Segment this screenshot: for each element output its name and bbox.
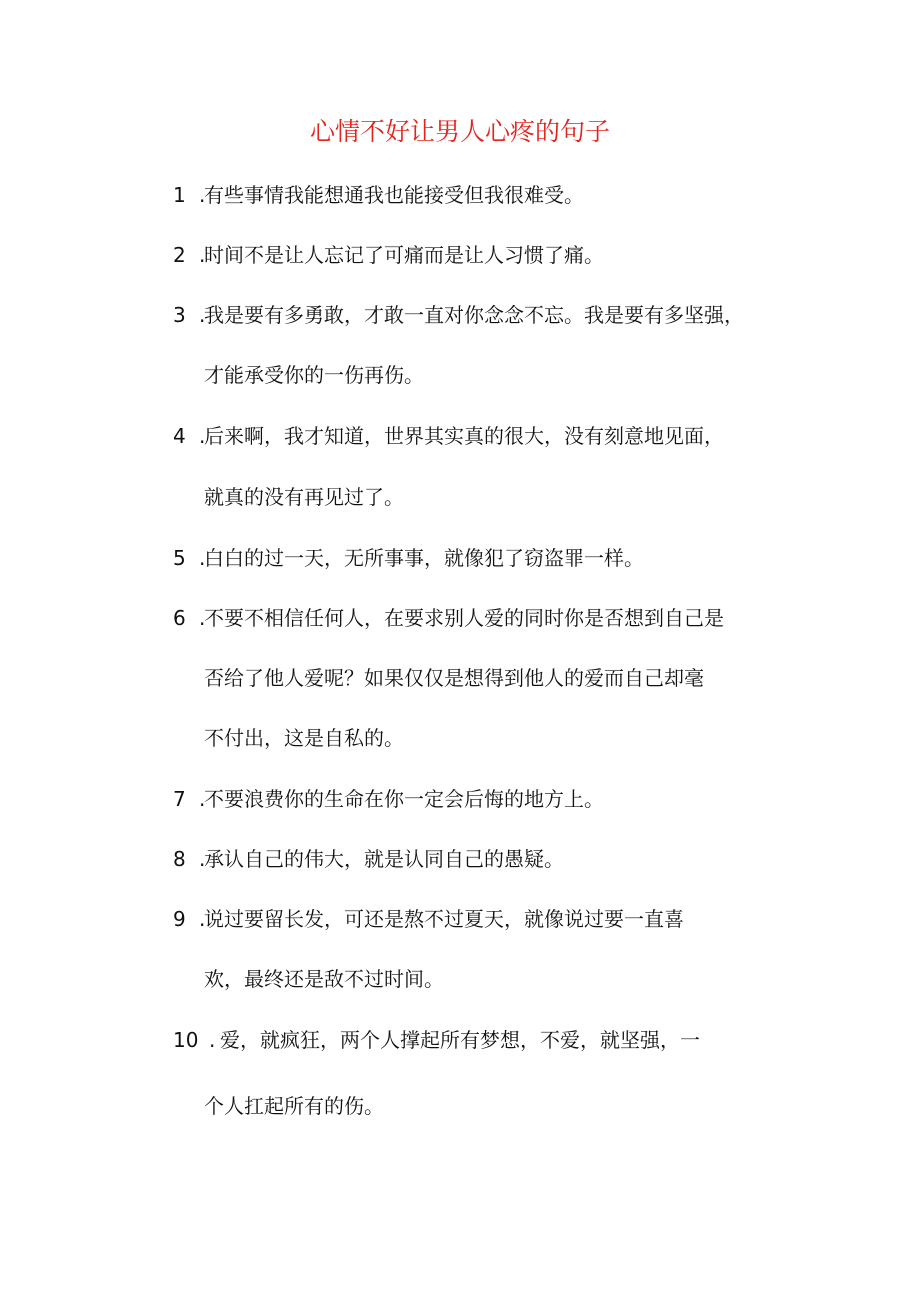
item-dot: .: [199, 183, 206, 207]
item-number: 3: [173, 303, 186, 327]
item-text: 不要不相信任何人，在要求别人爱的同时你是否想到自己是: [204, 606, 724, 630]
list-item-1: [0, 175, 920, 215]
item-number: 4: [173, 424, 186, 448]
item-dot: .: [209, 1028, 216, 1052]
item-dot: .: [199, 606, 206, 630]
list-item-4-continuation: [0, 477, 920, 517]
list-item-10-continuation: [0, 1086, 920, 1126]
item-dot: .: [199, 243, 206, 267]
item-number: 1: [173, 183, 186, 207]
item-text: 否给了他人爱呢？如果仅仅是想得到他人的爱而自己却毫: [204, 666, 704, 690]
list-item-7: [0, 779, 920, 819]
item-text: 就真的没有再见过了。: [204, 485, 404, 509]
item-text: 承认自己的伟大，就是认同自己的愚疑。: [204, 847, 564, 871]
item-text: 说过要留长发，可还是熬不过夏天，就像说过要一直喜: [204, 907, 684, 931]
item-dot: .: [199, 847, 206, 871]
list-item-6-continuation-1: [0, 658, 920, 698]
item-text: 时间不是让人忘记了可痛而是让人习惯了痛。: [204, 243, 604, 267]
list-item-8: [0, 839, 920, 879]
item-number: 10: [173, 1028, 199, 1052]
item-text: 不要浪费你的生命在你一定会后悔的地方上。: [204, 787, 604, 811]
item-text: 我是要有多勇敢，才敢一直对你念念不忘。我是要有多坚强，: [204, 303, 744, 327]
item-dot: .: [199, 424, 206, 448]
item-text: 才能承受你的一伤再伤。: [204, 363, 424, 387]
item-dot: .: [199, 907, 206, 931]
list-item-6: [0, 598, 920, 638]
list-item-3: [0, 295, 920, 335]
list-item-3-continuation: [0, 355, 920, 395]
item-text: 白白的过一天，无所事事，就像犯了窃盗罪一样。: [204, 546, 644, 570]
item-text: 爱，就疯狂，两个人撑起所有梦想，不爱，就坚强，一: [220, 1028, 700, 1052]
list-item-9: [0, 899, 920, 939]
item-text: 欢，最终还是敌不过时间。: [204, 967, 444, 991]
item-text: 后来啊，我才知道，世界其实真的很大，没有刻意地见面，: [204, 424, 724, 448]
item-number: 6: [173, 606, 186, 630]
item-dot: .: [199, 546, 206, 570]
item-number: 7: [173, 787, 186, 811]
list-item-10: [0, 1020, 920, 1060]
item-number: 5: [173, 546, 186, 570]
item-dot: .: [199, 787, 206, 811]
list-item-2: [0, 235, 920, 275]
list-item-5: [0, 538, 920, 578]
document-title: 心情不好让男人心疼的句子: [309, 117, 610, 146]
item-number: 9: [173, 907, 186, 931]
item-dot: .: [199, 303, 206, 327]
item-number: 2: [173, 243, 186, 267]
item-text: 个人扛起所有的伤。: [204, 1094, 384, 1118]
item-number: 8: [173, 847, 186, 871]
list-item-9-continuation: [0, 959, 920, 999]
item-text: 有些事情我能想通我也能接受但我很难受。: [204, 183, 584, 207]
list-item-4: [0, 416, 920, 456]
list-item-6-continuation-2: [0, 718, 920, 758]
item-text: 不付出，这是自私的。: [204, 726, 404, 750]
